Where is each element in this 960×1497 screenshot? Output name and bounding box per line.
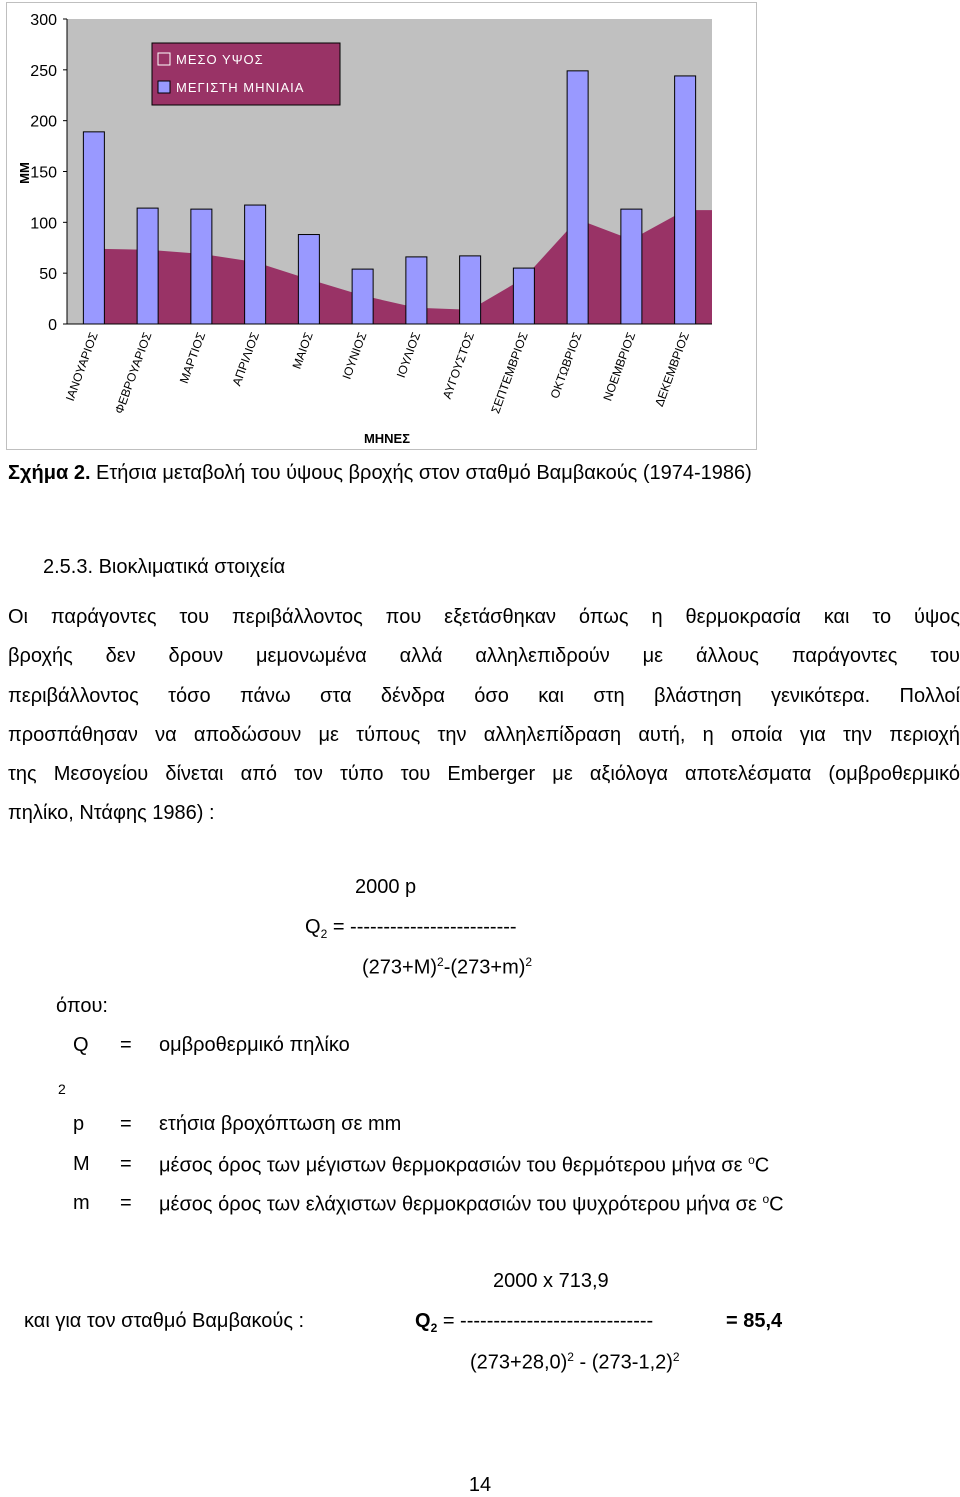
page-number: 14 [468, 1474, 492, 1496]
rainfall-chart [6, 2, 757, 450]
figure-caption-text: Ετήσια μεταβολή του ύψους βροχής στον σταθμό Βαμβακούς (1974-1986) [90, 462, 752, 484]
definition-equals: = [120, 1113, 132, 1135]
bar-max-monthly [83, 132, 104, 324]
calc-denominator: $(273+28,0)^2 - (273-1,2)^2$ [470, 1350, 680, 1374]
definition-equals: = [120, 1034, 132, 1056]
legend-label-max: ΜΕΓΙΣΤΗ ΜΗΝΙΑΙΑ [176, 80, 305, 95]
x-category-label: ΙΑΝΟΥΑΡΙΟΣ [62, 330, 101, 403]
bar-max-monthly [352, 269, 373, 324]
bar-max-monthly [513, 268, 534, 324]
figure-caption-label: Σχήμα 2. [8, 462, 91, 484]
formula-denominator: $(273+M)^2-(273+m)^2$ [362, 955, 533, 979]
y-tick-label: 200 [30, 113, 57, 131]
y-tick-label: 50 [39, 266, 57, 284]
paragraph-line: της Μεσογείου δίνεται από τον τύπο του Emberger με αξιόλογα αποτελέσματα (ομβροθερμικό [8, 763, 960, 786]
definition-symbol: m [73, 1192, 90, 1214]
y-tick-label: 150 [30, 164, 57, 182]
rainfall-chart-svg [7, 3, 756, 449]
paragraph-line: βροχής δεν δρουν μεμονωμένα αλλά αλληλεπιδρούν με άλλους παράγοντες του [8, 645, 960, 668]
legend-label-mean: ΜΕΣΟ ΥΨΟΣ [176, 52, 264, 67]
x-category-label: ΝΟΕΜΒΡΙΟΣ [600, 330, 639, 403]
calc-lhs-sub: 2 [430, 1321, 438, 1335]
formula-lhs: Q [305, 916, 321, 938]
formula-numerator: 2000 p [355, 876, 417, 898]
x-category-label: ΜΑΙΟΣ [289, 330, 316, 371]
bar-max-monthly [621, 209, 642, 324]
x-category-label: ΔΕΚΕΜΒΡΙΟΣ [652, 330, 692, 409]
stray-subscript: 2 [58, 1081, 66, 1097]
paragraph-line: προσπάθησαν να αποδώσουν με τύπους την αλληλεπίδραση αυτή, η οποία για την περιοχή [8, 723, 960, 746]
formula-lhs-sub: 2 [320, 927, 328, 941]
definition-equals: = [120, 1153, 132, 1175]
x-axis-label: ΜΗΝΕΣ [363, 431, 411, 446]
y-tick-label: 100 [30, 215, 57, 233]
definition-symbol: Q [73, 1034, 89, 1056]
calc-numerator: 2000 x 713,9 [493, 1270, 609, 1292]
calc-line [415, 1310, 653, 1335]
x-category-label: ΜΑΡΤΙΟΣ [176, 330, 209, 386]
definition-text: μέσος όρος των ελάχιστων θερμοκρασιών του ψυχρότερου μήνα σε $^o$C [159, 1192, 784, 1216]
where-label: όπου: [56, 995, 108, 1017]
paragraph-line: Οι παράγοντες του περιβάλλοντος που εξετάσθηκαν όπως η θερμοκρασία και το ύψος [8, 606, 960, 628]
y-axis-label: ΜΜ [17, 162, 32, 184]
x-category-label: ΑΥΓΟΥΣΤΟΣ [439, 330, 477, 401]
calc-intro: και για τον σταθμό Βαμβακούς : [24, 1310, 305, 1332]
paragraph-line: περιβάλλοντος τόσο πάνω στα δένδρα όσο και στη βλάστηση γενικότερα. Πολλοί [8, 684, 960, 707]
definition-text: μέσος όρος των μέγιστων θερμοκρασιών του θερμότερου μήνα σε $^o$C [159, 1153, 770, 1177]
y-tick-label: 250 [30, 62, 57, 80]
bar-max-monthly [406, 257, 427, 324]
paragraph-line: πηλίκο, Ντάφης 1986) : [8, 802, 215, 825]
y-tick-label: 300 [30, 12, 57, 29]
x-category-label: ΙΟΥΛΙΟΣ [393, 330, 424, 380]
definition-symbol: p [73, 1113, 85, 1135]
bar-max-monthly [675, 76, 696, 324]
bar-max-monthly [460, 256, 481, 324]
body-paragraph [8, 598, 960, 834]
definition-symbol: M [73, 1153, 90, 1175]
y-tick-label: 0 [48, 317, 57, 334]
section-title: 2.5.3. Βιοκλιματικά στοιχεία [43, 556, 286, 578]
x-category-label: ΟΚΤΩΒΡΙΟΣ [547, 330, 585, 401]
x-category-label: ΑΠΡΙΛΙΟΣ [229, 330, 262, 388]
definition-equals: = [120, 1192, 132, 1214]
calc-fraction-bar: = ----------------------------- [442, 1310, 654, 1332]
bar-max-monthly [245, 205, 266, 324]
figure-caption [8, 462, 752, 485]
bar-max-monthly [137, 208, 158, 324]
bar-max-monthly [191, 209, 212, 324]
calc-lhs: Q [415, 1310, 431, 1332]
calc-result: = 85,4 [726, 1310, 783, 1332]
formula-line [305, 916, 517, 941]
formula-fraction-bar: = ------------------------- [332, 916, 517, 938]
legend-swatch-mean [158, 53, 170, 65]
x-category-label: ΦΕΒΡΟΥΑΡΙΟΣ [111, 330, 155, 416]
bar-max-monthly [298, 235, 319, 324]
definition-text: ετήσια βροχόπτωση σε mm [159, 1113, 402, 1135]
legend-swatch-max [158, 81, 170, 93]
bar-max-monthly [567, 71, 588, 324]
x-category-label: ΣΕΠΤΕΜΒΡΙΟΣ [488, 330, 531, 416]
x-category-label: ΙΟΥΝΙΟΣ [339, 330, 370, 382]
definition-text: ομβροθερμικό πηλίκο [159, 1034, 350, 1056]
